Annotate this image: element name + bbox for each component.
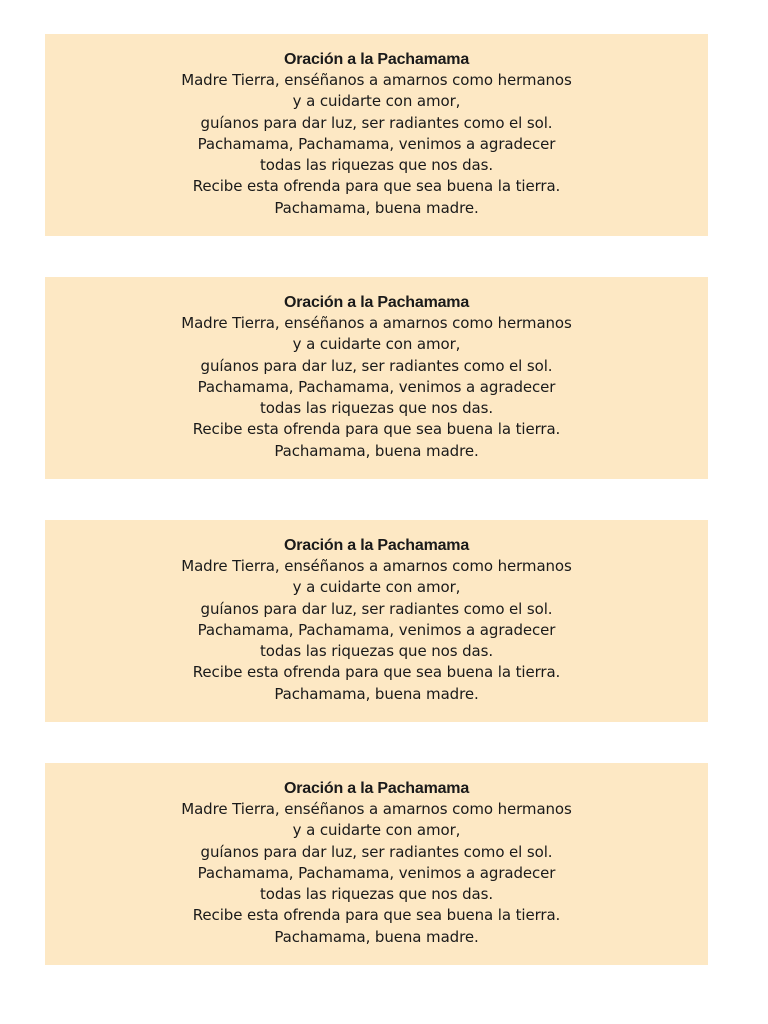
prayer-line: Madre Tierra, enséñanos a amarnos como hermanos: [181, 314, 572, 332]
prayer-lines: [45, 70, 708, 219]
prayer-line: todas las riquezas que nos das.: [259, 642, 494, 661]
prayer-line: todas las riquezas que nos das.: [259, 885, 494, 904]
prayer-line: guíanos para dar luz, ser radiantes como el sol.: [200, 599, 553, 618]
prayer-line: Recibe esta ofrenda para que sea buena la tierra.: [192, 177, 561, 196]
prayer-title: Oración a la Pachamama: [283, 537, 470, 554]
prayer-line: guíanos para dar luz, ser radiantes como el sol.: [200, 113, 553, 132]
prayer-line: guíanos para dar luz, ser radiantes como el sol.: [200, 842, 553, 861]
prayer-card-3: [45, 520, 708, 722]
prayer-line: guíanos para dar luz, ser radiantes como el sol.: [200, 356, 553, 375]
prayer-line: Pachamama, buena madre.: [274, 198, 479, 217]
prayer-line: Pachamama, buena madre.: [274, 927, 479, 946]
prayer-title: Oración a la Pachamama: [283, 294, 470, 311]
prayer-line: todas las riquezas que nos das.: [259, 156, 494, 175]
prayer-line: y a cuidarte con amor,: [292, 335, 461, 354]
prayer-title: Oración a la Pachamama: [283, 51, 470, 68]
prayer-lines: [45, 313, 708, 462]
prayer-lines: [45, 556, 708, 705]
prayer-line: todas las riquezas que nos das.: [259, 399, 494, 418]
prayer-line: Recibe esta ofrenda para que sea buena la tierra.: [192, 906, 561, 925]
prayer-line: y a cuidarte con amor,: [292, 578, 461, 597]
prayer-card-2: [45, 277, 708, 479]
prayer-line: Pachamama, buena madre.: [274, 441, 479, 460]
prayer-line: y a cuidarte con amor,: [292, 92, 461, 111]
prayer-line: Pachamama, Pachamama, venimos a agradecer: [197, 620, 556, 639]
prayer-card-4: [45, 763, 708, 965]
prayer-line: Madre Tierra, enséñanos a amarnos como hermanos: [181, 800, 572, 818]
prayer-line: Pachamama, Pachamama, venimos a agradecer: [197, 134, 556, 153]
prayer-line: Pachamama, buena madre.: [274, 684, 479, 703]
prayer-title: Oración a la Pachamama: [283, 780, 470, 797]
prayer-line: Recibe esta ofrenda para que sea buena la tierra.: [192, 663, 561, 682]
prayer-line: Pachamama, Pachamama, venimos a agradecer: [197, 377, 556, 396]
prayer-lines: [45, 799, 708, 948]
prayer-line: Madre Tierra, enséñanos a amarnos como hermanos: [181, 71, 572, 89]
prayer-line: y a cuidarte con amor,: [292, 821, 461, 840]
prayer-card-1: [45, 34, 708, 236]
prayer-line: Pachamama, Pachamama, venimos a agradecer: [197, 863, 556, 882]
prayer-line: Recibe esta ofrenda para que sea buena la tierra.: [192, 420, 561, 439]
prayer-line: Madre Tierra, enséñanos a amarnos como hermanos: [181, 557, 572, 575]
